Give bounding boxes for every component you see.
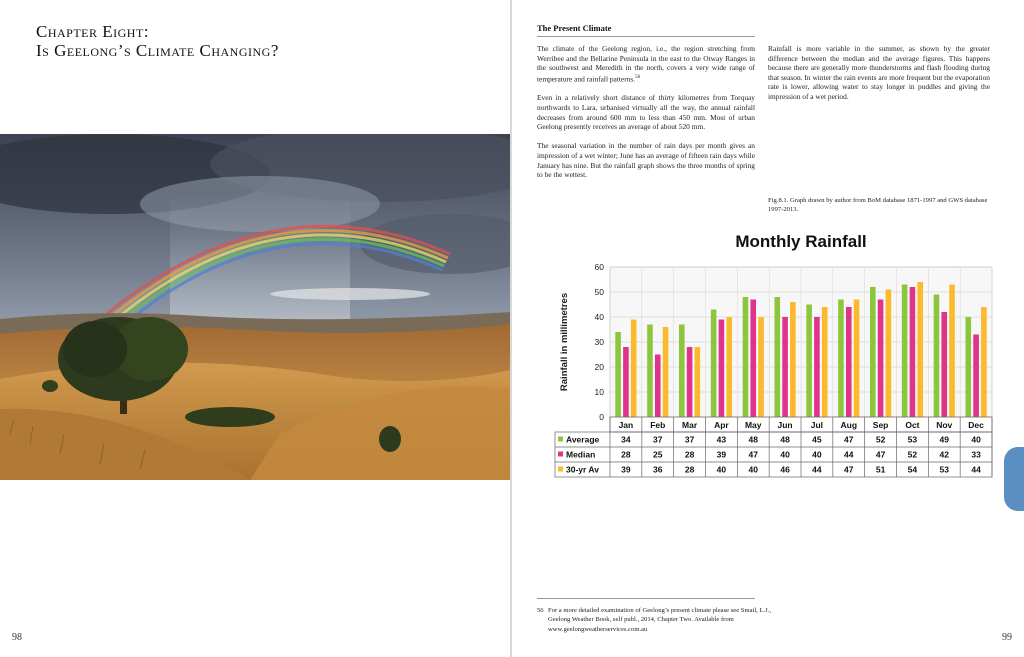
data-label: 39 <box>621 464 631 475</box>
bar-median-sep <box>878 300 884 418</box>
bar-average-nov <box>934 295 940 418</box>
data-label: 28 <box>621 449 631 460</box>
text-column-right <box>768 44 990 111</box>
bar-average-oct <box>902 285 908 418</box>
chapter-title-line2: Is Geelong’s Climate Changing? <box>36 41 279 60</box>
x-tick-label: Aug <box>840 420 858 430</box>
x-tick-label: May <box>744 420 762 430</box>
bar-30-yr-av-jan <box>631 320 637 418</box>
data-label: 28 <box>684 449 695 460</box>
x-tick-label: Dec <box>968 420 984 430</box>
footnote <box>537 606 777 634</box>
data-label: 52 <box>875 434 886 445</box>
data-label: 28 <box>684 464 695 475</box>
x-tick-label: Sep <box>872 420 889 430</box>
paragraph-3: The seasonal variation in the number of rain days per month gives an impression of a wet winter; June has an average of fifteen rain days while January has nine. But the rainfall graph shows the three months of spring to be the wettest. <box>537 141 755 180</box>
landscape-photo <box>0 134 511 480</box>
legend-label: 30-yr Av <box>566 464 599 475</box>
data-label: 40 <box>812 449 822 460</box>
legend-swatch <box>558 467 563 472</box>
data-label: 47 <box>748 449 758 460</box>
bar-average-mar <box>679 325 685 418</box>
bar-average-jul <box>806 305 812 418</box>
bar-average-may <box>743 297 749 417</box>
y-tick-label: 30 <box>594 337 604 347</box>
bar-30-yr-av-dec <box>981 307 987 417</box>
y-axis-label: Rainfall in millimetres <box>559 292 570 392</box>
bar-average-aug <box>838 300 844 418</box>
bar-30-yr-av-may <box>758 317 764 417</box>
data-label: 48 <box>748 434 758 445</box>
data-label: 40 <box>716 464 727 475</box>
data-label: 33 <box>971 449 981 460</box>
paragraph-4: Rainfall is more variable in the summer, as shown by the greater difference between the median and the average figures. This happens because there are generally more thunderstorms and flash flooding during that season. In winter the rain events are more frequent but the evaporation rate is lower, allowing water to stay longer in puddles and giving the impression of a wet period. <box>768 44 990 101</box>
bar-30-yr-av-jul <box>822 307 828 417</box>
data-label: 43 <box>716 434 727 445</box>
data-label: 49 <box>939 434 949 445</box>
y-tick-label: 0 <box>599 412 604 422</box>
bar-median-jun <box>782 317 788 417</box>
left-page <box>0 0 511 657</box>
data-label: 45 <box>812 434 822 445</box>
bar-median-nov <box>941 312 947 417</box>
bar-average-apr <box>711 310 717 418</box>
bar-median-feb <box>655 355 661 418</box>
y-tick-label: 50 <box>594 287 604 297</box>
data-label: 36 <box>653 464 663 475</box>
data-label: 48 <box>780 434 790 445</box>
page-number-right: 99 <box>1002 632 1012 643</box>
text-column-left <box>537 44 755 189</box>
bar-30-yr-av-mar <box>695 347 701 417</box>
data-label: 25 <box>653 449 663 460</box>
legend-swatch <box>558 437 563 442</box>
bar-median-dec <box>973 335 979 418</box>
x-tick-label: Jun <box>777 420 793 430</box>
x-tick-label: Apr <box>714 420 729 430</box>
bar-median-jul <box>814 317 820 417</box>
bar-30-yr-av-sep <box>886 290 892 418</box>
bar-median-may <box>750 300 756 418</box>
x-tick-label: Mar <box>682 420 698 430</box>
figure-caption: Fig.8.1. Graph drawn by author from BoM database 1871-1997 and GWS database 1997-2013. <box>768 197 988 213</box>
data-label: 39 <box>716 449 727 460</box>
data-label: 44 <box>971 464 981 475</box>
bar-average-jun <box>774 297 780 417</box>
bar-median-oct <box>910 287 916 417</box>
section-heading: The Present Climate <box>537 23 612 33</box>
bar-average-sep <box>870 287 876 417</box>
data-label: 44 <box>812 464 822 475</box>
bar-median-apr <box>719 320 725 418</box>
footnote-number: 56 <box>537 607 544 614</box>
x-tick-label: Feb <box>650 420 666 430</box>
bar-median-jan <box>623 347 629 417</box>
footnote-rule <box>537 598 755 599</box>
bar-30-yr-av-feb <box>663 327 669 417</box>
bar-median-aug <box>846 307 852 417</box>
data-label: 47 <box>844 434 854 445</box>
y-tick-label: 10 <box>594 387 604 397</box>
y-tick-label: 40 <box>594 312 604 322</box>
footnote-reference[interactable]: 56 <box>635 74 641 80</box>
data-label: 44 <box>844 449 854 460</box>
monthly-rainfall-chart <box>547 225 997 485</box>
bar-30-yr-av-nov <box>949 285 955 418</box>
chart-title: Monthly Rainfall <box>735 232 867 251</box>
data-label: 53 <box>939 464 949 475</box>
bar-average-feb <box>647 325 653 418</box>
footnote-text: For a more detailed examination of Geelong’s present climate please see Smail, L.J., Geelong Weather Book, self publ., 2014, Chapter Two. Available from www.geelongweatherservices.com.au <box>548 607 772 633</box>
bar-30-yr-av-apr <box>726 317 732 417</box>
legend-label: Average <box>566 434 600 445</box>
data-label: 42 <box>939 449 949 460</box>
page-number-left: 98 <box>12 632 22 643</box>
paragraph-1: The climate of the Geelong region, i.e., the region stretching from Werribee and the Bellarine Peninsula in the east to the Otway Ranges in the southwest and Meredith in the north, covers a very wide range of temperature and rainfall patterns.$^{56}$ <box>537 44 755 84</box>
y-tick-label: 60 <box>594 262 604 272</box>
chapter-title <box>36 22 279 60</box>
chapter-thumb-tab <box>1004 447 1024 511</box>
data-label: 51 <box>875 464 886 475</box>
bar-30-yr-av-aug <box>854 300 860 418</box>
data-label: 53 <box>907 434 918 445</box>
data-label: 34 <box>621 434 631 445</box>
heading-rule <box>537 36 755 37</box>
y-tick-label: 20 <box>594 362 604 372</box>
bar-average-jan <box>615 332 621 417</box>
x-tick-label: Oct <box>905 420 920 430</box>
data-label: 40 <box>971 434 981 445</box>
data-label: 52 <box>907 449 918 460</box>
paragraph-2: Even in a relatively short distance of thirty kilometres from Torquay northwards to Lara, urbanised virtually all the way, the annual rainfall decreases from around 600 mm to less than 450 mm. Most of urban Geelong presently receives an average of about 520 mm. <box>537 93 755 132</box>
x-tick-label: Jan <box>618 420 634 430</box>
data-label: 40 <box>780 449 790 460</box>
x-tick-label: Nov <box>936 420 953 430</box>
legend-swatch <box>558 452 563 457</box>
legend-label: Median <box>566 449 596 460</box>
data-label: 47 <box>875 449 886 460</box>
chart-svg <box>547 225 997 485</box>
data-label: 37 <box>684 434 695 445</box>
data-label: 40 <box>748 464 758 475</box>
data-label: 54 <box>907 464 918 475</box>
x-tick-label: Jul <box>810 420 824 430</box>
bar-30-yr-av-jun <box>790 302 796 417</box>
bar-30-yr-av-oct <box>917 282 923 417</box>
chapter-title-line1: Chapter Eight: <box>36 22 150 41</box>
data-label: 37 <box>653 434 663 445</box>
bar-average-dec <box>965 317 971 417</box>
data-label: 47 <box>844 464 854 475</box>
data-label: 46 <box>780 464 790 475</box>
bar-median-mar <box>687 347 693 417</box>
right-page <box>512 0 1024 657</box>
